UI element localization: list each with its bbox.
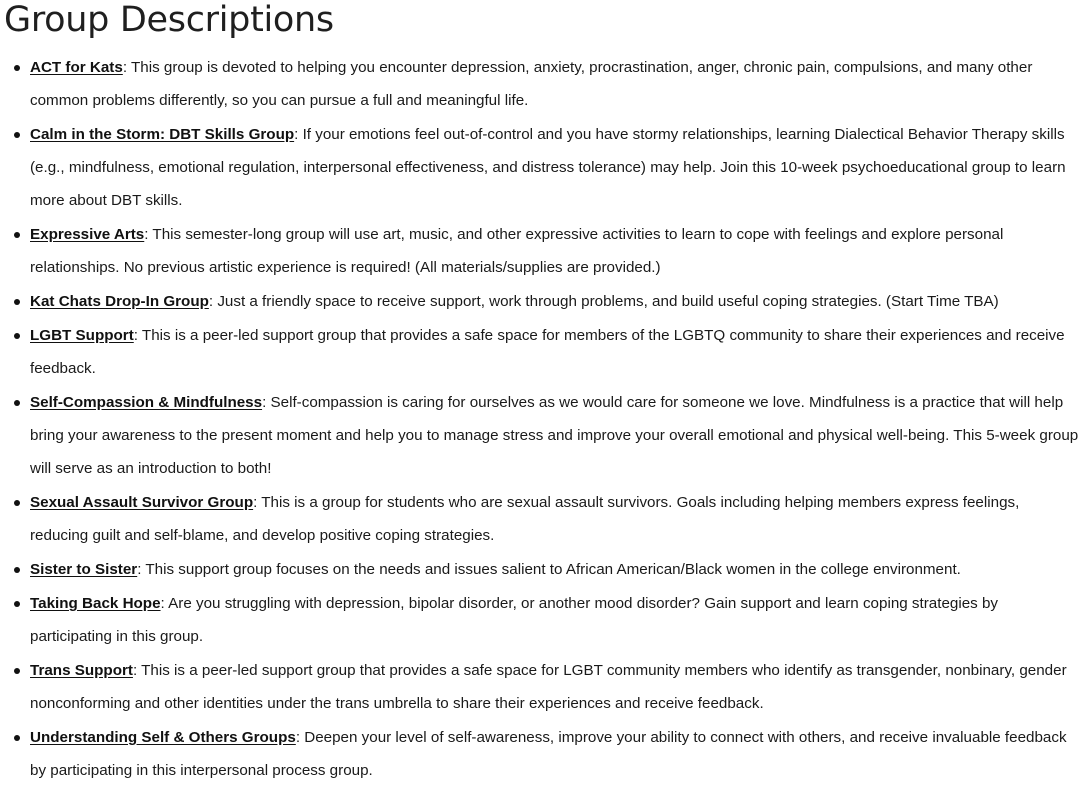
bullet-icon [14, 132, 20, 138]
list-item-taking-back-hope [0, 587, 1080, 653]
group-description: : Deepen your level of self-awareness, improve your ability to connect with others, and receive invaluable feedback by participating in this interpersonal process group. [30, 729, 1067, 779]
group-name: Taking Back Hope [30, 595, 161, 612]
list-item-kat-chats [0, 285, 1080, 318]
bullet-icon [14, 65, 20, 71]
group-name: Expressive Arts [30, 226, 145, 243]
bullet-icon [14, 601, 20, 607]
group-name: Sister to Sister [30, 561, 138, 578]
list-item-calm-in-the-storm [0, 118, 1080, 217]
list-item-trans-support [0, 654, 1080, 720]
group-description: : If your emotions feel out-of-control and you have stormy relationships, learning Dialectical Behavior Therapy skills (e.g., mindfulness, emotional regulation, interpersonal effectiveness, and distress tolerance) may help. Join this 10-week psychoeducational group to learn more about DBT skills. [30, 126, 1066, 209]
group-name: Kat Chats Drop-In Group [30, 293, 209, 310]
group-name: Self-Compassion & Mindfulness [30, 394, 263, 411]
list-item-expressive-arts [0, 218, 1080, 284]
bullet-icon [14, 668, 20, 674]
list-item-act-for-kats [0, 51, 1080, 117]
group-description: : This is a peer-led support group that provides a safe space for LGBT community members who identify as transgender, nonbinary, gender nonconforming and other identities under the trans umbrella to share their experiences and receive feedback. [30, 662, 1067, 712]
group-name: ACT for Kats [30, 59, 123, 76]
group-description: : This semester-long group will use art, music, and other expressive activities to learn to cope with feelings and explore personal relationships. No previous artistic experience is required! (All materials/supplies are provided.) [30, 226, 1004, 276]
group-description: : Just a friendly space to receive support, work through problems, and build useful coping strategies. (Start Time TBA) [208, 293, 999, 310]
bullet-icon [14, 567, 20, 573]
bullet-icon [14, 299, 20, 305]
group-name: Calm in the Storm: DBT Skills Group [30, 126, 295, 143]
group-name: LGBT Support [30, 327, 134, 344]
group-description: : This group is devoted to helping you encounter depression, anxiety, procrastination, anger, chronic pain, compulsions, and many other common problems differently, so you can pursue a full and meaningful life. [30, 59, 1033, 109]
bullet-icon [14, 232, 20, 238]
bullet-icon [14, 735, 20, 741]
group-description: : This is a peer-led support group that provides a safe space for members of the LGBTQ community to share their experiences and receive feedback. [30, 327, 1065, 377]
group-list [0, 51, 1080, 788]
group-description: : Are you struggling with depression, bipolar disorder, or another mood disorder? Gain support and learn coping strategies by participating in this group. [30, 595, 999, 645]
bullet-icon [14, 400, 20, 406]
list-item-sexual-assault-survivor [0, 486, 1080, 552]
group-description: : Self-compassion is caring for ourselves as we would care for someone we love. Mindfulness is a practice that will help bring your awareness to the present moment and help you to manage stress and improve your overall emotional and physical well-being. This 5-week group will serve as an introduction to both! [30, 394, 1079, 477]
group-name: Understanding Self & Others Groups [30, 729, 296, 746]
list-item-self-compassion [0, 386, 1080, 485]
list-item-lgbt-support [0, 319, 1080, 385]
group-name: Trans Support [30, 662, 133, 679]
group-name: Sexual Assault Survivor Group [30, 494, 254, 511]
list-item-sister-to-sister [0, 553, 1080, 586]
group-description: : This is a group for students who are sexual assault survivors. Goals including helping members express feelings, reducing guilt and self-blame, and develop positive coping strategies. [30, 494, 1020, 544]
list-item-understanding-self-others [0, 721, 1080, 787]
page-title: Group Descriptions [4, 0, 334, 40]
group-description: : This support group focuses on the needs and issues salient to African American/Black women in the college environment. [137, 561, 961, 578]
bullet-icon [14, 500, 20, 506]
bullet-icon [14, 333, 20, 339]
